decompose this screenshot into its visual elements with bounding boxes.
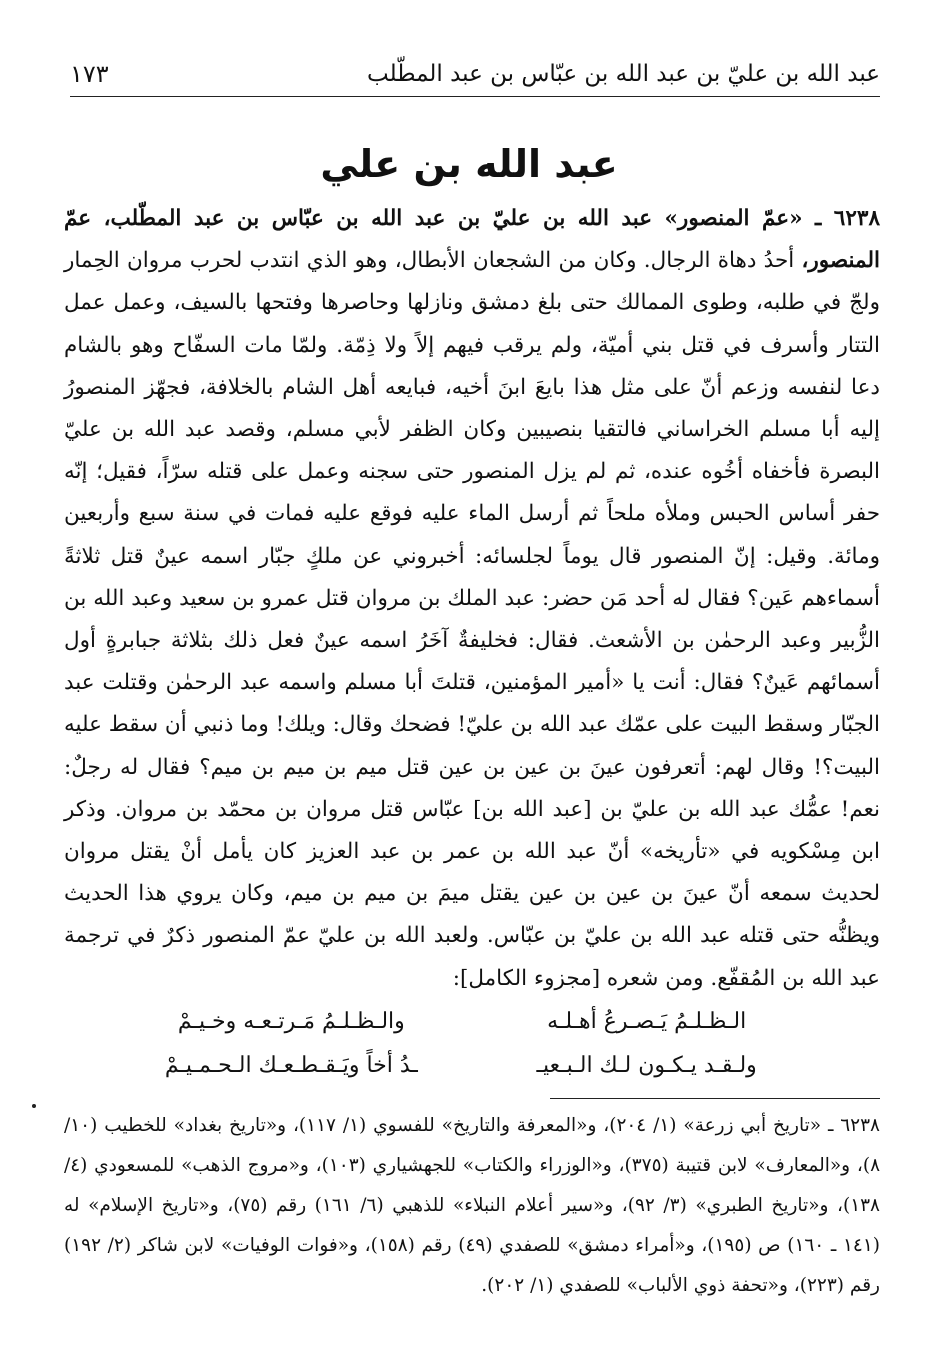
verse-second-hemistich: ـدُ أخاً ويَـقـطـعـك الـحـمـيـمْ (164, 1053, 418, 1078)
running-title: عبد الله بن عليّ بن عبد الله بن عبّاس بن عبد المطّلب (367, 61, 880, 87)
verse-second-hemistich: والـظـلـمُ مَـرتـعـه وخـيـمْ (177, 1009, 405, 1034)
entry-body (64, 198, 880, 1000)
footnote-sources: ٦٢٣٨ ـ «تاريخ أبي زرعة» (١/ ٢٠٤)، و«المعرفة والتاريخ» للفسوي (١/ ١١٧)، و«تاريخ بغداد» للخطيب (١٠/ ٨)، و«المعارف» لابن قتيبة (٣٧٥)، و«الوزراء والكتاب» للجهشياري (١٠٣)، و«مروج الذهب» للمسعودي (٤/ ١٣٨)، و«تاريخ الطبري» (٣/ ٩٢)، و«سير أعلام النبلاء» للذهبي (٦/ ١٦١) رقم (٧٥)، و«تاريخ الإسلام» له (١٤١ ـ ١٦٠) ص (١٩٥)، و«أمراء دمشق» للصفدي (٤٩) رقم (١٥٨)، و«فوات الوفيات» لابن شاكر (٢/ ١٩٢) رقم (٢٢٣)، و«تحفة ذوي الألباب» للصفدي (١/ ٢٠٢). (64, 1115, 881, 1296)
entry-lead: ٦٢٣٨ ـ «عمّ المنصور» عبد الله بن عليّ بن عبد الله بن عبّاس بن عبد المطّلب، عمّ المنصور، (64, 206, 880, 274)
verse-first-hemistich: الـظـلـمُ يَـصـرعُ أهـلـه (547, 1009, 747, 1034)
entry-title: عبد الله بن علي (320, 142, 618, 186)
running-header (70, 52, 880, 97)
poem-verses (140, 1000, 798, 1088)
verse-line (140, 1000, 798, 1044)
margin-mark (32, 1104, 36, 1108)
page-number: ١٧٣ (70, 60, 109, 88)
entry-text: أحدُ دهاة الرجال. وكان من الشجعان الأبطال، وهو الذي انتدب لحرب مروان الحِمار ولجّ في طلبه، وطوى الممالك حتى بلغ دمشق ونازلها وحاصرها وفتحها بالسيف، وعمل عمل التتار وأسرف في قتل بني أميّة، ولم يرقب فيهم إلاً ولا ذِمّة. ولمّا مات السفّاح وهو بالشام دعا لنفسه وزعم أنّ على مثل هذا بايعَ ابنَ أخيه، فبايعه أهل الشام بالخلافة، فجهّز المنصورُ إليه أبا مسلم الخراساني فالتقيا بنصيبين وكان الظفر لأبي مسلم، وقصد عبد الله بن عليّ البصرة فأخفاه أخُوه عنده، ثم لم يزل المنصور حتى سجنه وعمل على قتله سرّاً، فقيل؛ إنّه حفر أساس الحبس وملأه ملحاً ثم أرسل الماء عليه فوقع عليه فمات في سنة سبع وأربعين ومائة. وقيل: إنّ المنصور قال يوماً لجلسائه: أخبروني عن ملكٍ جبّار اسمه عينٌ قتل ثلاثةً أسماءهم عَين؟ فقال له أحد مَن حضر: عبد الملك بن مروان قتل عمرو بن سعيد وعبد الله بن الزُّبير وعبد الرحمٰن بن الأشعث. فقال: فخليفةٌ آخَرُ اسمه عينٌ فعل ذلك بثلاثة جبابرةٍ أول أسمائهم عَينٌ؟ فقال: أنت يا «أمير المؤمنين، قتلتَ أبا مسلم واسمه عبد الرحمٰن وقتلت عبد الجبّار وسقط البيت على عمّك عبد الله بن عليّ! فضحك وقال: ويلك! وما ذنبي أن سقط عليه البيت؟! وقال لهم: أتعرفون عينَ بن عين بن عين قتل ميم بن ميم بن ميم؟ فقال له رجلٌ: نعم! عمُّك عبد الله بن عليّ بن [عبد الله بن] عبّاس قتل مروان بن محمّد بن مروان. وذكر ابن مِسْكويه في «تأريخه» أنّ عبد الله بن عمر بن عبد العزيز كان يأمل أنْ يقتل مروان لحديث سمعه أنّ عينَ بن عين بن عين يقتل ميمَ بن ميم بن ميم، وكان يروي هذا الحديث ويظنُّه حتى قتله عبد الله بن عليّ بن عبّاس. ولعبد الله بن عليّ عمّ المنصور ذكرٌ في ترجمة عبد الله بن المُقفّع. ومن شعره [مجزوء الكامل]: (63, 248, 880, 991)
verse-line (140, 1044, 798, 1088)
verse-first-hemistich: ولـقـد يـكـون لـك الـبـعيـ (536, 1053, 757, 1078)
footnote-divider (550, 1098, 880, 1099)
